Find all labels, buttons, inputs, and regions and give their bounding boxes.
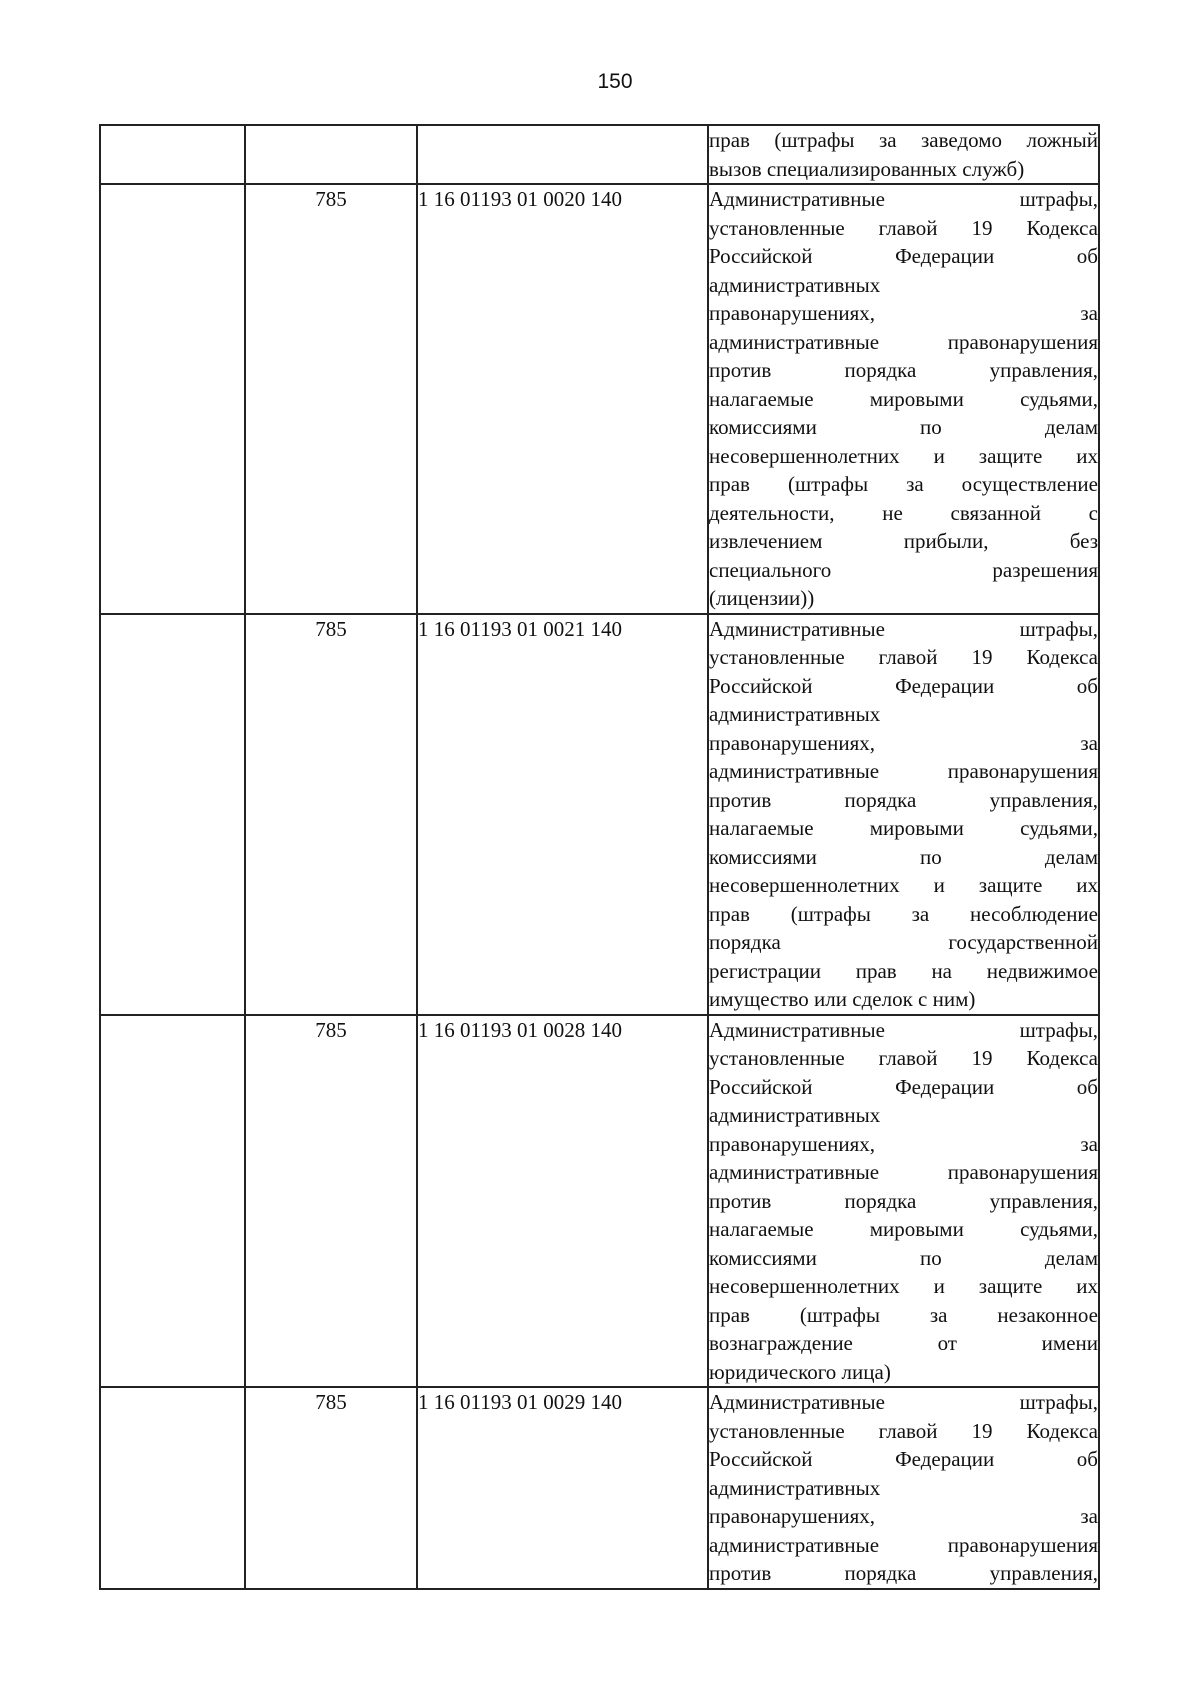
description-line: налагаемые мировыми судьями, (709, 386, 1098, 411)
kbk-code-cell: 1 16 01193 01 0029 140 (417, 1387, 708, 1589)
description-line: против порядка управления, (709, 1561, 1098, 1585)
description-line: налагаемые мировыми судьями, (709, 1217, 1098, 1241)
description-line: правонарушениях, за (709, 730, 1098, 755)
kbk-code-cell (417, 125, 708, 184)
empty-cell (100, 1015, 245, 1388)
description-cell (708, 125, 1099, 184)
table-body (100, 125, 1099, 1589)
description-line: комиссиями по делам (709, 844, 1098, 869)
table-row (100, 1015, 1099, 1388)
table-row (100, 184, 1099, 614)
table-row (100, 1387, 1099, 1589)
description-line: юридического лица) (709, 1359, 891, 1384)
description-line: Административные штрафы, (709, 616, 1098, 641)
description-line: извлечением прибыли, без (709, 529, 1098, 553)
description-line: вознаграждение от имени (709, 1331, 1098, 1355)
empty-cell (100, 125, 245, 184)
budget-codes-table (99, 124, 1100, 1590)
description-line: административные правонарушения (709, 1532, 1098, 1557)
description-line: административные правонарушения (709, 759, 1098, 783)
table-row (100, 125, 1099, 184)
admin-code-cell: 785 (245, 1015, 417, 1388)
description-line: против порядка управления, (709, 358, 1098, 382)
description-line: административных (709, 702, 881, 726)
description-line: Российской Федерации об (709, 1074, 1098, 1099)
description-line: порядка государственной (709, 930, 1098, 954)
description-line: регистрации прав на недвижимое (709, 958, 1098, 983)
description-line: Российской Федерации об (709, 673, 1098, 698)
description-line: вызов специализированных служб) (709, 156, 1025, 181)
description-line: Административные штрафы, (709, 1017, 1098, 1042)
admin-code-cell (245, 125, 417, 184)
description-line: установленные главой 19 Кодекса (709, 645, 1098, 669)
empty-cell (100, 1387, 245, 1589)
description-line: административных (709, 1103, 881, 1127)
kbk-code-cell: 1 16 01193 01 0021 140 (417, 614, 708, 1015)
description-line: административных (709, 1475, 881, 1500)
description-line: (лицензии)) (709, 586, 815, 610)
description-line: правонарушениях, за (709, 301, 1098, 325)
description-line: Российской Федерации об (709, 1447, 1098, 1471)
description-line: комиссиями по делам (709, 1245, 1098, 1270)
admin-code-cell: 785 (245, 614, 417, 1015)
description-line: Административные штрафы, (709, 187, 1098, 211)
description-line: несовершеннолетних и защите их (709, 1274, 1098, 1298)
description-line: административные правонарушения (709, 329, 1098, 354)
description-line: налагаемые мировыми судьями, (709, 816, 1098, 840)
description-line: административные правонарушения (709, 1160, 1098, 1184)
page-number: 150 (597, 70, 633, 93)
admin-code-cell: 785 (245, 1387, 417, 1589)
kbk-code-cell: 1 16 01193 01 0028 140 (417, 1015, 708, 1388)
description-line: имущество или сделок с ним) (709, 987, 976, 1011)
description-line: несовершеннолетних и защите их (709, 873, 1098, 897)
kbk-code-cell: 1 16 01193 01 0020 140 (417, 184, 708, 614)
description-line: прав (штрафы за несоблюдение (709, 901, 1098, 926)
description-line: деятельности, не связанной с (709, 500, 1098, 525)
description-cell (708, 614, 1099, 1015)
description-line: Российской Федерации об (709, 244, 1098, 268)
description-line: специального разрешения (709, 557, 1098, 582)
empty-cell (100, 184, 245, 614)
description-line: установленные главой 19 Кодекса (709, 215, 1098, 240)
table-row (100, 614, 1099, 1015)
admin-code-cell: 785 (245, 184, 417, 614)
description-line: установленные главой 19 Кодекса (709, 1046, 1098, 1070)
description-line: против порядка управления, (709, 787, 1098, 812)
description-line: Административные штрафы, (709, 1390, 1098, 1414)
description-cell (708, 1387, 1099, 1589)
description-line: комиссиями по делам (709, 415, 1098, 439)
description-line: против порядка управления, (709, 1188, 1098, 1213)
description-line: несовершеннолетних и защите их (709, 443, 1098, 468)
description-line: правонарушениях, за (709, 1504, 1098, 1528)
description-line: установленные главой 19 Кодекса (709, 1418, 1098, 1443)
description-line: прав (штрафы за осуществление (709, 472, 1098, 496)
description-line: прав (штрафы за незаконное (709, 1302, 1098, 1327)
description-cell (708, 184, 1099, 614)
description-line: прав (штрафы за заведомо ложный (709, 128, 1098, 152)
empty-cell (100, 614, 245, 1015)
description-line: административных (709, 272, 881, 297)
description-line: правонарушениях, за (709, 1131, 1098, 1156)
description-cell (708, 1015, 1099, 1388)
